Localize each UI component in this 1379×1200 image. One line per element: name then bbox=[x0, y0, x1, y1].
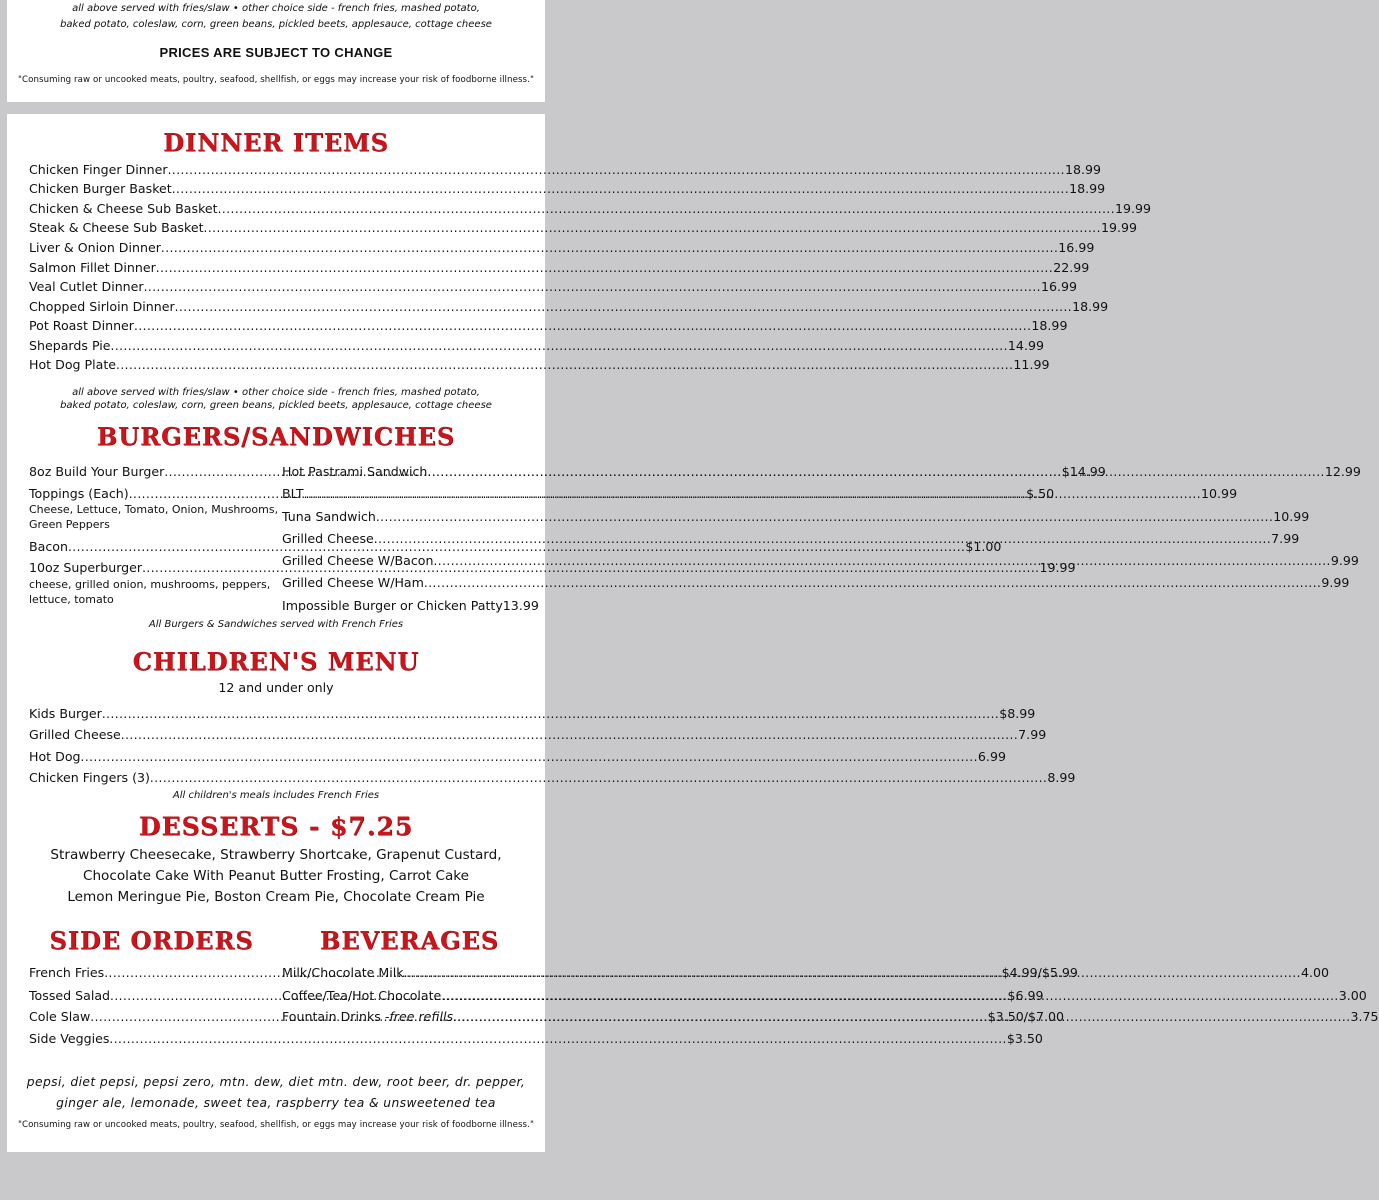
menu-item-name: Chicken Burger Basket bbox=[29, 181, 172, 196]
menu-item-name: Hot Dog Plate bbox=[29, 357, 117, 372]
menu-item-name: BLT bbox=[282, 486, 304, 501]
menu-item-price: 11.99 bbox=[1013, 357, 1050, 372]
menu-item-name: French Fries bbox=[29, 965, 105, 980]
dinner-item-row bbox=[29, 162, 1102, 177]
side-orders-heading: SIDE ORDERS bbox=[49, 926, 254, 955]
menu-item-price: 19.99 bbox=[1100, 220, 1137, 235]
dot-leader bbox=[441, 989, 1338, 1003]
dot-leader bbox=[116, 358, 1013, 372]
dot-leader bbox=[109, 1032, 1006, 1046]
dot-leader bbox=[168, 163, 1065, 177]
dot-leader bbox=[150, 771, 1047, 785]
beverages-heading: BEVERAGES bbox=[319, 926, 500, 955]
menu-item-price: 19.99 bbox=[1039, 560, 1076, 575]
dinner-item-row bbox=[29, 338, 1044, 353]
desserts-line-2: Chocolate Cake With Peanut Butter Frosting, Carrot Cake bbox=[82, 868, 470, 884]
dot-leader bbox=[427, 465, 1324, 479]
menu-item-name: Grilled Cheese bbox=[29, 727, 121, 742]
menu-item-name: Cole Slaw bbox=[29, 1009, 91, 1024]
menu-item-name: Chicken & Cheese Sub Basket bbox=[29, 201, 218, 216]
superburger-description-1: cheese, grilled onion, mushrooms, peppers, bbox=[29, 578, 271, 591]
menu-item-name: 10oz Superburger bbox=[29, 560, 143, 575]
menu-item-price: $1.00 bbox=[965, 539, 1002, 554]
dot-leader bbox=[304, 487, 1201, 501]
dot-leader bbox=[172, 182, 1069, 196]
dot-leader bbox=[144, 280, 1041, 294]
toppings-description-2: Green Peppers bbox=[29, 518, 110, 531]
childrens-menu-heading: CHILDREN'S MENU bbox=[132, 647, 420, 676]
menu-item-price: 10.99 bbox=[1273, 509, 1310, 524]
menu-item-price: 19.99 bbox=[1115, 201, 1152, 216]
dot-leader bbox=[81, 750, 978, 764]
dot-leader bbox=[156, 261, 1053, 275]
dot-leader bbox=[424, 576, 1321, 590]
menu-item-name: Impossible Burger or Chicken Patty bbox=[282, 598, 503, 613]
dot-leader bbox=[175, 300, 1072, 314]
menu-item-name: Shepards Pie bbox=[29, 338, 111, 353]
superburger-description-2: lettuce, tomato bbox=[29, 593, 114, 606]
burger-right-row bbox=[282, 598, 539, 613]
soda-list-line-1: pepsi, diet pepsi, pepsi zero, mtn. dew, diet mtn. dew, root beer, dr. pepper, bbox=[26, 1075, 526, 1089]
menu-item-price: $6.99 bbox=[1007, 988, 1044, 1003]
menu-item-price: $.50 bbox=[1026, 486, 1055, 501]
dinner-item-row bbox=[29, 260, 1090, 275]
menu-item-price: 9.99 bbox=[1321, 575, 1350, 590]
menu-item-price: 4.00 bbox=[1300, 965, 1330, 980]
dot-leader bbox=[453, 1010, 1350, 1024]
menu-item-name: Hot Pastrami Sandwich bbox=[282, 464, 428, 479]
childrens-item-row bbox=[29, 727, 1047, 742]
menu-item-name: Veal Cutlet Dinner bbox=[29, 279, 144, 294]
menu-item-name: Hot Dog bbox=[29, 749, 81, 764]
menu-item-name: Kids Burger bbox=[29, 706, 102, 721]
dot-leader bbox=[161, 241, 1058, 255]
foodborne-disclaimer: "Consuming raw or uncooked meats, poultry, seafood, shellfish, or eggs may increase your risk of foodborne illness." bbox=[17, 75, 535, 85]
menu-item-name: Grilled Cheese W/Ham bbox=[282, 575, 424, 590]
menu-item-name: Liver & Onion Dinner bbox=[29, 240, 161, 255]
dinner-item-row bbox=[29, 240, 1095, 255]
burger-right-row bbox=[282, 575, 1350, 590]
burger-left-row bbox=[29, 539, 1002, 554]
side-order-row bbox=[29, 1031, 1043, 1046]
desserts-line-1: Strawberry Cheesecake, Strawberry Shortcake, Grapenut Custard, bbox=[50, 847, 502, 863]
dot-leader bbox=[218, 202, 1115, 216]
menu-item-price: 16.99 bbox=[1041, 279, 1078, 294]
dinner-item-row bbox=[29, 357, 1050, 372]
desserts-heading: DESSERTS - $7.25 bbox=[138, 812, 414, 841]
dinner-item-row bbox=[29, 299, 1109, 314]
menu-item-name: Steak & Cheese Sub Basket bbox=[29, 220, 204, 235]
menu-item-price: 18.99 bbox=[1065, 162, 1102, 177]
menu-item-name: Chicken Fingers (3) bbox=[29, 770, 150, 785]
childrens-item-row bbox=[29, 749, 1006, 764]
burger-right-row bbox=[282, 531, 1300, 546]
menu-item-price: 18.99 bbox=[1072, 299, 1109, 314]
menu-item-name: Tuna Sandwich bbox=[282, 509, 376, 524]
dot-leader bbox=[374, 532, 1271, 546]
childrens-item-row bbox=[29, 706, 1036, 721]
menu-item-name: Pot Roast Dinner bbox=[29, 318, 134, 333]
dot-leader bbox=[111, 339, 1008, 353]
menu-item-price: 10.99 bbox=[1201, 486, 1238, 501]
dinner-served-note-2: baked potato, coleslaw, corn, green beans, pickled beets, applesauce, cottage cheese bbox=[60, 400, 492, 411]
menu-item-name: Side Veggies bbox=[29, 1031, 110, 1046]
childrens-item-row bbox=[29, 770, 1076, 785]
menu-item-price: 9.99 bbox=[1330, 553, 1359, 568]
dot-leader bbox=[404, 966, 1301, 980]
childrens-menu-subtitle: 12 and under only bbox=[218, 680, 334, 695]
childrens-note: All children's meals includes French Fries bbox=[172, 790, 380, 801]
dot-leader bbox=[102, 707, 999, 721]
dot-leader bbox=[433, 554, 1330, 568]
dinner-served-note-1: all above served with fries/slaw • other choice side - french fries, mashed potato, bbox=[72, 387, 480, 398]
prices-banner: PRICES ARE SUBJECT TO CHANGE bbox=[159, 45, 393, 60]
menu-item-price: 22.99 bbox=[1053, 260, 1090, 275]
menu-item-name: Bacon bbox=[29, 539, 68, 554]
menu-item-name: Coffee/Tea/Hot Chocolate bbox=[282, 988, 442, 1003]
dinner-item-row bbox=[29, 201, 1152, 216]
menu-item-name: Tossed Salad bbox=[29, 988, 111, 1003]
menu-item-price: 12.99 bbox=[1324, 464, 1361, 479]
menu-item-price: 18.99 bbox=[1031, 318, 1068, 333]
bottom-disclaimer: "Consuming raw or uncooked meats, poultry, seafood, shellfish, or eggs may increase your risk of foodborne illness." bbox=[17, 1120, 535, 1130]
dot-leader bbox=[121, 728, 1018, 742]
dinner-item-row bbox=[29, 220, 1137, 235]
menu-item-price: 6.99 bbox=[977, 749, 1006, 764]
soda-list-line-2: ginger ale, lemonade, sweet tea, raspberry tea & unsweetened tea bbox=[56, 1096, 496, 1110]
menu-item-name: Grilled Cheese bbox=[282, 531, 374, 546]
menu-item-name: Fountain Drinks - bbox=[282, 1009, 390, 1024]
main-menu-card bbox=[7, 114, 1379, 1152]
desserts-line-3: Lemon Meringue Pie, Boston Cream Pie, Chocolate Cream Pie bbox=[67, 889, 485, 905]
dinner-items-heading: DINNER ITEMS bbox=[163, 128, 389, 157]
menu-item-price: 18.99 bbox=[1069, 181, 1106, 196]
menu-item-name: Toppings (Each) bbox=[29, 486, 129, 501]
menu-item-name-italic: free refills bbox=[389, 1009, 454, 1024]
top-menu-card bbox=[7, 0, 545, 102]
menu-item-name: Chopped Sirloin Dinner bbox=[29, 299, 175, 314]
menu-item-price: 7.99 bbox=[1271, 531, 1300, 546]
burgers-note: All Burgers & Sandwiches served with French Fries bbox=[148, 619, 404, 630]
menu-item-price: 3.00 bbox=[1338, 988, 1367, 1003]
menu-item-price: $8.99 bbox=[999, 706, 1036, 721]
menu-item-price: 8.99 bbox=[1047, 770, 1076, 785]
menu-item-price: $3.50 bbox=[1006, 1031, 1043, 1046]
menu-item-name: Salmon Fillet Dinner bbox=[29, 260, 156, 275]
served-note-line-1: all above served with fries/slaw • other choice side - french fries, mashed potato, bbox=[72, 3, 480, 14]
menu-item-price: 14.99 bbox=[1007, 338, 1044, 353]
menu-item-price: $14.99 bbox=[1061, 464, 1106, 479]
burgers-sandwiches-heading: BURGERS/SANDWICHES bbox=[96, 422, 456, 451]
burger-right-row bbox=[282, 509, 1310, 524]
menu-item-price: $4.99/$5.99 bbox=[1001, 965, 1078, 980]
menu-item-name: Milk/Chocolate Milk bbox=[282, 965, 404, 980]
menu-item-price: 16.99 bbox=[1058, 240, 1095, 255]
menu-item-name: 8oz Build Your Burger bbox=[29, 464, 165, 479]
dot-leader bbox=[134, 319, 1031, 333]
menu-item-price: 3.75 bbox=[1350, 1009, 1379, 1024]
menu-item-name: Grilled Cheese W/Bacon bbox=[282, 553, 434, 568]
menu-item-price: $3.50/$7.00 bbox=[987, 1009, 1065, 1024]
dot-leader bbox=[204, 221, 1101, 235]
dinner-item-row bbox=[29, 181, 1106, 196]
served-note-line-2: baked potato, coleslaw, corn, green beans, pickled beets, applesauce, cottage cheese bbox=[60, 19, 492, 30]
menu-item-price: 7.99 bbox=[1018, 727, 1047, 742]
menu-item-price: 13.99 bbox=[502, 598, 539, 613]
dinner-item-row bbox=[29, 279, 1078, 294]
toppings-description-1: Cheese, Lettuce, Tomato, Onion, Mushrooms, bbox=[29, 503, 279, 516]
dinner-item-row bbox=[29, 318, 1068, 333]
menu-item-name: Chicken Finger Dinner bbox=[29, 162, 168, 177]
dot-leader bbox=[376, 510, 1273, 524]
